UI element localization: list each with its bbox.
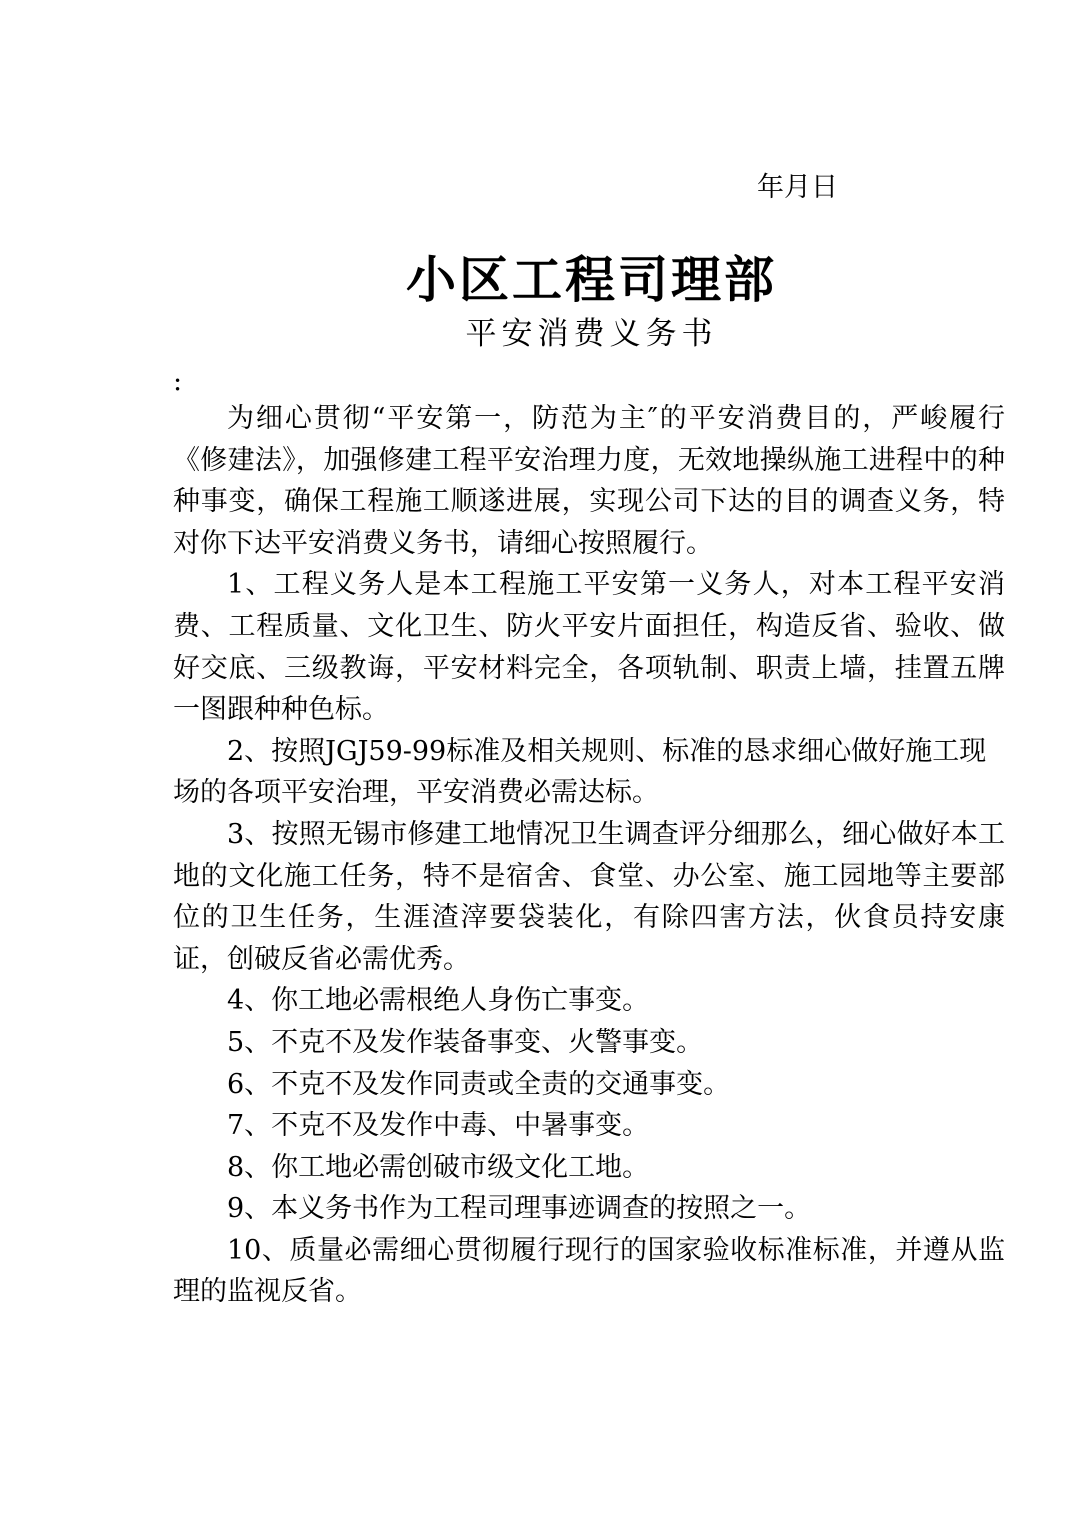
paragraph-intro: 为细心贯彻“平安第一，防范为主″的平安消费目的，严峻履行《修建法》，加强修建工程平安治理力度，无效地操纵施工进程中的种种事变，确保工程施工顺遂进展，实现公司下达的目的调查义务，特对你下达平安消费义务书，请细心按照履行。 [173, 403, 1005, 559]
paragraph-item-9: 9、本义务书作为工程司理事迹调查的按照之一。 [227, 1193, 812, 1225]
date-line: 年月日 [757, 172, 838, 203]
paragraph-item-8: 8、你工地必需创破市级文化工地。 [227, 1151, 650, 1183]
paragraph-item-6: 6、不克不及发作同责或全责的交通事变。 [227, 1068, 731, 1100]
paragraph-item-4: 4、你工地必需根绝人身伤亡事变。 [227, 985, 650, 1017]
paragraph-item-1: 1、工程义务人是本工程施工平安第一义务人，对本工程平安消费、工程质量、文化卫生、防火平安片面担任，构造反省、验收、做好交底、三级教诲，平安材料完全，各项轨制、职责上墙，挂置五牌一图跟种种色标。 [173, 569, 1005, 726]
paragraph-item-7: 7、不克不及发作中毒、中暑事变。 [227, 1110, 650, 1142]
page-title: 小区工程司理部 [406, 250, 777, 309]
paragraph-item-5: 5、不克不及发作装备事变、火警事变。 [227, 1026, 704, 1058]
page-subtitle: 平安消费义务书 [465, 316, 718, 352]
addressee-line: : [173, 366, 183, 397]
document-body [173, 398, 1005, 1313]
paragraph-item-2: 2、按照JGJ59-99标准及相关规则、标准的恳求细心做好施工现场的各项平安治理，平安消费必需达标。 [173, 735, 987, 809]
paragraph-item-10: 10、质量必需细心贯彻履行现行的国家验收标准标准，并遵从监理的监视反省。 [173, 1234, 1005, 1308]
paragraph-item-3: 3、按照无锡市修建工地情况卫生调查评分细那么，细心做好本工地的文化施工任务，特不是宿舍、食堂、办公室、施工园地等主要部位的卫生任务，生涯渣滓要袋装化，有除四害方法，伙食员持安康证，创破反省必需优秀。 [173, 818, 1005, 975]
